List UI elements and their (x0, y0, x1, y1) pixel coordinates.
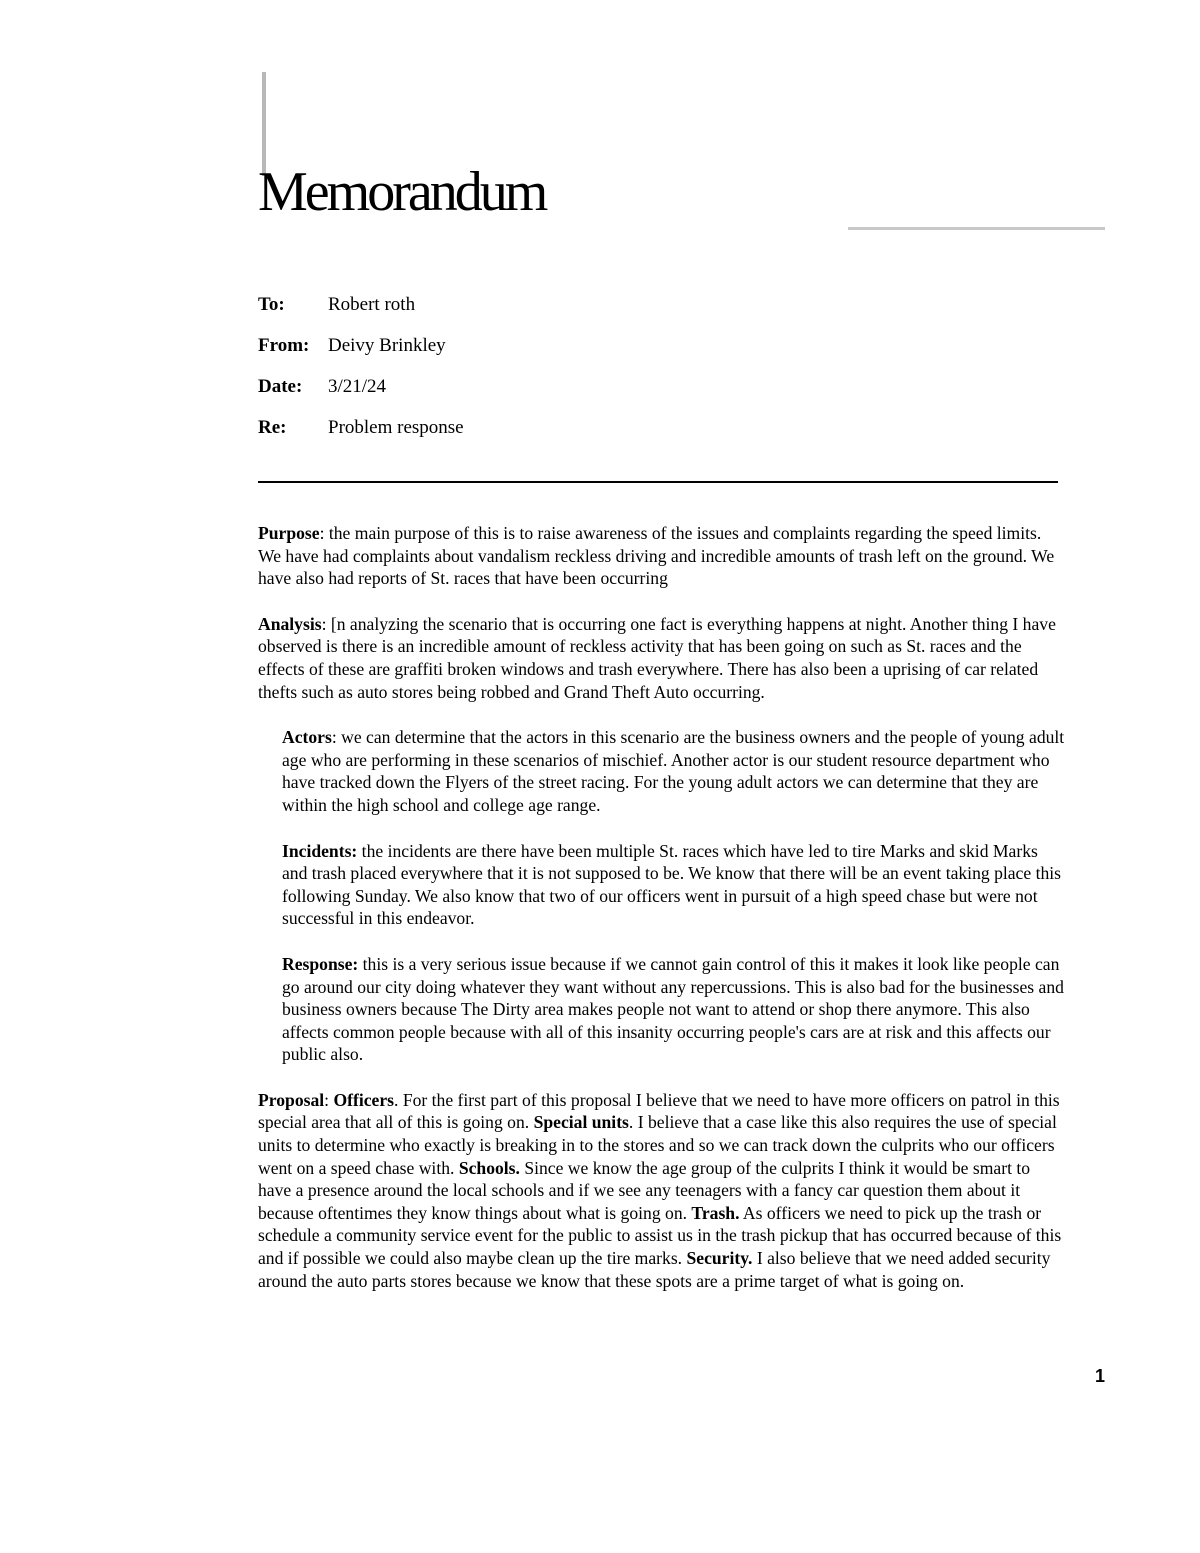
analysis-text: : [n analyzing the scenario that is occurring one fact is everything happens at night. Another thing I have observed is there is an incredible amount of reckless activity that has been going on such as St. races and the effects of these are graffiti broken windows and trash everywhere. There has also been a uprising of car related thefts such as auto stores being robbed and Grand Theft Auto occurring. (258, 613, 1056, 702)
response-text: this is a very serious issue because if we cannot gain control of this it makes it look like people can go around our city doing whatever they want without any repercussions. This is also bad for the businesses and business owners because The Dirty area makes people not want to attend or shop there anymore. This also affects common people because with all of this insanity occurring people's cars are at risk and this affects our public also. (282, 953, 1064, 1065)
from-value: Deivy Brinkley (328, 335, 446, 356)
to-label: To: (258, 294, 285, 315)
date-value: 3/21/24 (328, 376, 387, 397)
response-paragraph (282, 953, 1066, 1066)
analysis-paragraph (258, 613, 1066, 703)
actors-heading: Actors (282, 727, 332, 748)
trash-text: As officers we need to pick up the trash or schedule a community service event for the public to assist us in the trash pickup that has occurred because of this and if possible we could also maybe clean up the tire marks. (258, 1202, 1062, 1269)
re-value: Problem response (328, 417, 464, 438)
analysis-heading: Analysis (258, 613, 322, 634)
memo-body (258, 522, 1066, 1315)
proposal-sep: : (324, 1089, 334, 1110)
proposal-paragraph (258, 1089, 1066, 1292)
header-to-row (258, 292, 1058, 333)
decorative-horizontal-rule (848, 227, 1105, 230)
security-text: I also believe that we need added security around the auto parts stores because we know that these spots are a prime target of what is going on. (258, 1248, 1051, 1291)
schools-label: Schools. (458, 1157, 520, 1178)
memo-header (258, 292, 1058, 456)
special-units-label: Special units (533, 1112, 629, 1133)
actors-paragraph (282, 726, 1066, 816)
re-label: Re: (258, 417, 287, 438)
actors-text: : we can determine that the actors in this scenario are the business owners and the people of young adult age who are performing in these scenarios of mischief. Another actor is our student resource department who have tracked down the Flyers of the street racing. For the young adult actors we can determine that they are within the high school and college age range. (282, 727, 1065, 815)
purpose-text: : the main purpose of this is to raise awareness of the issues and complaints regarding the speed limits. We have had complaints about vandalism reckless driving and incredible amounts of trash left on the ground. We have also had reports of St. races that have been occurring (258, 523, 1055, 589)
purpose-heading: Purpose (258, 523, 320, 543)
proposal-heading: Proposal (258, 1089, 325, 1110)
incidents-heading: Incidents: (282, 840, 358, 861)
header-from-row (258, 333, 1058, 374)
page-number: 1 (1094, 1366, 1105, 1386)
security-label: Security. (686, 1248, 753, 1269)
to-value: Robert roth (328, 294, 416, 315)
header-re-row (258, 415, 1058, 456)
from-label: From: (258, 335, 310, 356)
date-label: Date: (258, 376, 303, 397)
trash-label: Trash. (691, 1202, 740, 1223)
schools-text: Since we know the age group of the culprits I think it would be smart to have a presence around the local schools and if we see any teenagers with a fancy car question them about it because oftentimes they know things about what is going on. (258, 1157, 1031, 1223)
special-units-text: . I believe that a case like this also requires the use of special units to determine who exactly is breaking in to the stores and so we can track down the culprits who our officers went on a speed chase with. (258, 1112, 1057, 1178)
response-heading: Response: (282, 953, 359, 974)
memo-title: Memorandum (258, 161, 546, 223)
header-divider (258, 481, 1058, 483)
header-date-row (258, 374, 1058, 415)
officers-label: Officers (333, 1089, 395, 1110)
purpose-paragraph (258, 522, 1066, 590)
incidents-paragraph (282, 840, 1066, 930)
incidents-text: the incidents are there have been multiple St. races which have led to tire Marks and skid Marks and trash placed everywhere that it is not supposed to be. We know that there will be an event taking place this following Sunday. We also know that two of our officers went in pursuit of a high speed chase but were not successful in this endeavor. (282, 840, 1061, 929)
officers-text: . For the first part of this proposal I believe that we need to have more officers on patrol in this special area that all of this is going on. (258, 1089, 1060, 1133)
